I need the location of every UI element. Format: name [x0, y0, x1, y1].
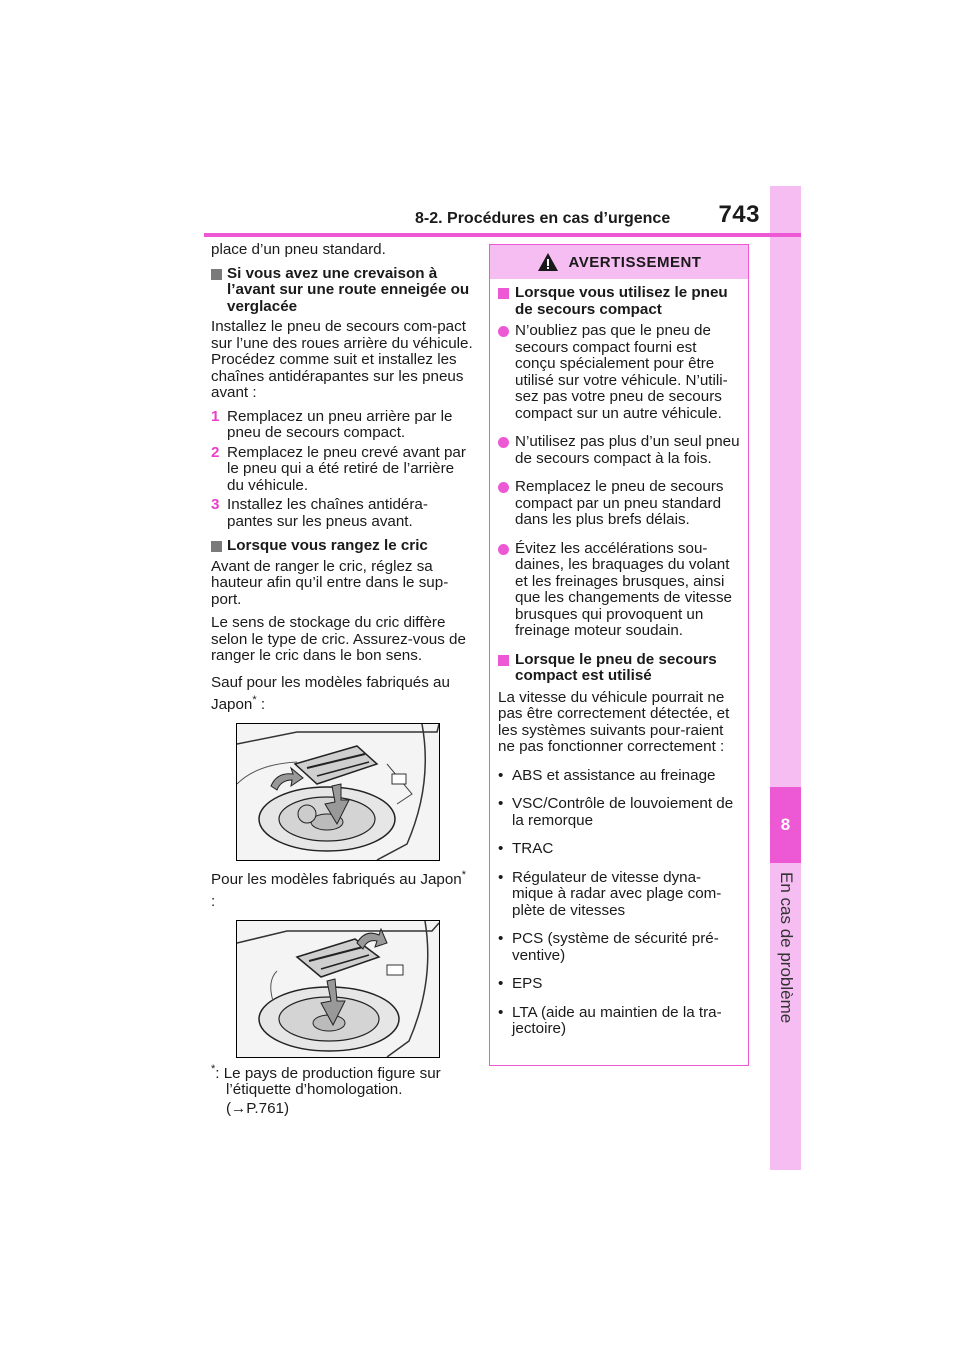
square-bullet-icon	[211, 269, 222, 280]
jack-storage-illustration-2	[236, 920, 440, 1058]
system-list-item: • VSC/Contrôle de louvoiement de la remorque	[498, 795, 734, 829]
warning-item: N’oubliez pas que le pneu de secours compact fourni est conçu spécialement pour être utilisé sur votre véhicule. N’utili-sez pas votre pneu de secours compact sur un autre véhicule.	[498, 323, 740, 422]
chapter-title: En cas de problème	[777, 872, 796, 1024]
caption-non-japan: Sauf pour les modèles fabriqués au Japon* :	[211, 673, 450, 713]
square-bullet-icon	[498, 288, 509, 299]
trunk-jack-drawing-icon	[237, 724, 439, 860]
warning-paragraph: La vitesse du véhicule pourrait ne pas être correctement détectée, et les systèmes suivants pour-raient ne pas fonctionner correctement :	[498, 688, 730, 755]
chapter-number: 8	[770, 787, 801, 863]
warning-item: N’utilisez pas plus d’un seul pneu de secours compact à la fois.	[498, 434, 740, 467]
warning-triangle-icon	[537, 252, 559, 272]
paragraph-jack-direction: Le sens de stockage du cric diffère selon le type de cric. Assurez-vous de ranger le cric dans le bon sens.	[211, 614, 466, 664]
left-column	[211, 242, 473, 1124]
system-list-item: • Régulateur de vitesse dyna-mique à radar avec plage com-plète de vitesses	[498, 868, 722, 919]
page-reference-link[interactable]: (→P.761)	[226, 1099, 290, 1117]
warning-header	[490, 245, 748, 279]
intro-text: place d’un pneu standard.	[211, 241, 386, 258]
circle-bullet-icon	[498, 482, 509, 493]
paragraph-jack-height: Avant de ranger le cric, réglez sa hauteur afin qu’il entre dans le sup-port.	[211, 557, 449, 608]
square-bullet-icon	[498, 655, 509, 666]
warning-item: Remplacez le pneu de secours compact par un pneu standard dans les plus brefs délais.	[498, 479, 740, 529]
system-list-item: • EPS	[498, 975, 543, 992]
system-list-item: • TRAC	[498, 840, 554, 857]
warning-body	[490, 279, 748, 1038]
paragraph-spare-install: Installez le pneu de secours com-pact sur l’une des roues arrière du véhicule. Procédez comme suit et installez les chaînes antidérapantes sur les pneus avant :	[211, 318, 473, 401]
footnote-country: *: Le pays de production figure sur l’étiquette d’homologation.	[211, 1062, 441, 1098]
warning-heading-spare-in-use: Lorsque le pneu de secours compact est utilisé	[498, 652, 740, 685]
system-list-item: • PCS (système de sécurité pré-ventive)	[498, 930, 719, 964]
caption-japan: Pour les modèles fabriqués au Japon* :	[211, 868, 467, 910]
circle-bullet-icon	[498, 326, 509, 337]
system-list-item: • LTA (aide au maintien de la tra-jectoire)	[498, 1003, 722, 1037]
system-list-item: • ABS et assistance au freinage	[498, 766, 716, 784]
warning-box	[489, 244, 749, 1066]
circle-bullet-icon	[498, 544, 509, 555]
section-title: 8-2. Procédures en cas d’urgence	[415, 210, 671, 227]
square-bullet-icon	[211, 541, 222, 552]
jack-storage-illustration-1	[236, 723, 440, 861]
trunk-jack-drawing-icon	[237, 921, 439, 1057]
page-number: 743	[718, 201, 760, 228]
page-header	[415, 200, 770, 236]
step-item: 1 Remplacez un pneu arrière par le pneu de secours compact.	[211, 407, 453, 441]
heading-front-puncture: Si vous avez une crevaison à l’avant sur une route enneigée ou verglacée	[211, 266, 473, 316]
circle-bullet-icon	[498, 437, 509, 448]
header-rule	[204, 233, 801, 237]
warning-title: AVERTISSEMENT	[568, 253, 702, 271]
heading-store-jack: Lorsque vous rangez le cric	[211, 538, 473, 555]
warning-item: Évitez les accélérations sou-daines, les braquages du volant et les freinages brusques, ainsi que les changements de vitesse brusques qui provoquent un freinage moteur soudain.	[498, 541, 740, 640]
step-item: 3 Installez les chaînes antidéra-pantes sur les pneus avant.	[211, 496, 428, 530]
warning-heading-using-spare: Lorsque vous utilisez le pneu de secours compact	[498, 285, 740, 318]
step-item: 2 Remplacez le pneu crevé avant par le pneu qui a été retiré de l’arrière du véhicule.	[211, 443, 466, 494]
